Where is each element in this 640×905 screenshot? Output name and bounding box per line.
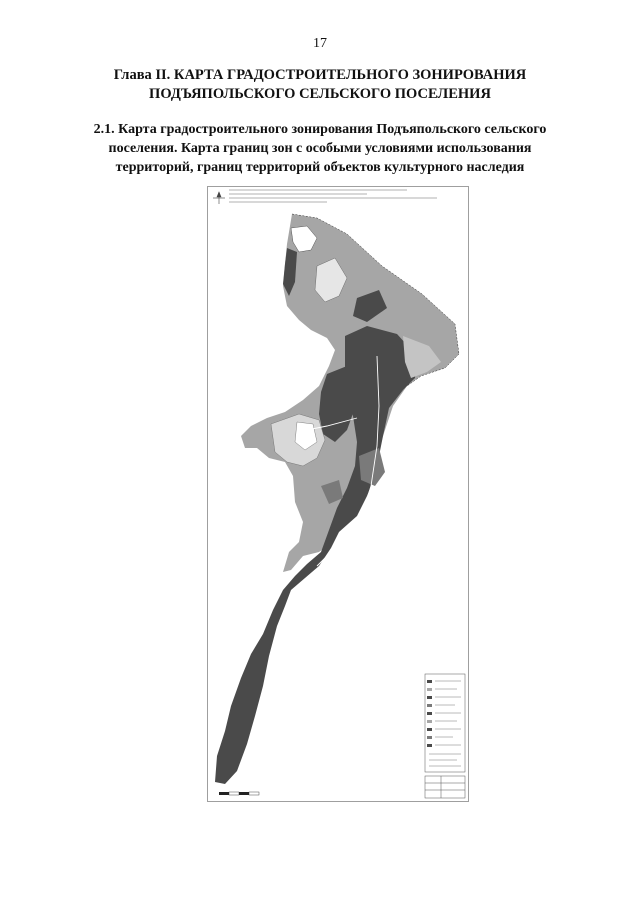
chapter-title [60, 66, 580, 104]
section-title-line-1: 2.1. Карта градостроительного зонирования Подъяпольского сельского [93, 122, 547, 137]
map-scale-bar [219, 792, 259, 795]
zoning-map-image [207, 186, 469, 802]
section-title-line-3: территорий, границ территорий объектов культурного наследия [115, 160, 525, 175]
page-number: 17 [313, 36, 327, 51]
map-legend [425, 674, 465, 772]
chapter-title-line-1: Глава II. КАРТА ГРАДОСТРОИТЕЛЬНОГО ЗОНИРОВАНИЯ [113, 67, 527, 83]
zoning-map [207, 186, 469, 802]
chapter-title-line-2: ПОДЪЯПОЛЬСКОГО СЕЛЬСКОГО ПОСЕЛЕНИЯ [149, 86, 491, 102]
section-title-line-2: поселения. Карта границ зон с особыми условиями использования [108, 141, 532, 156]
section-title [60, 120, 580, 177]
